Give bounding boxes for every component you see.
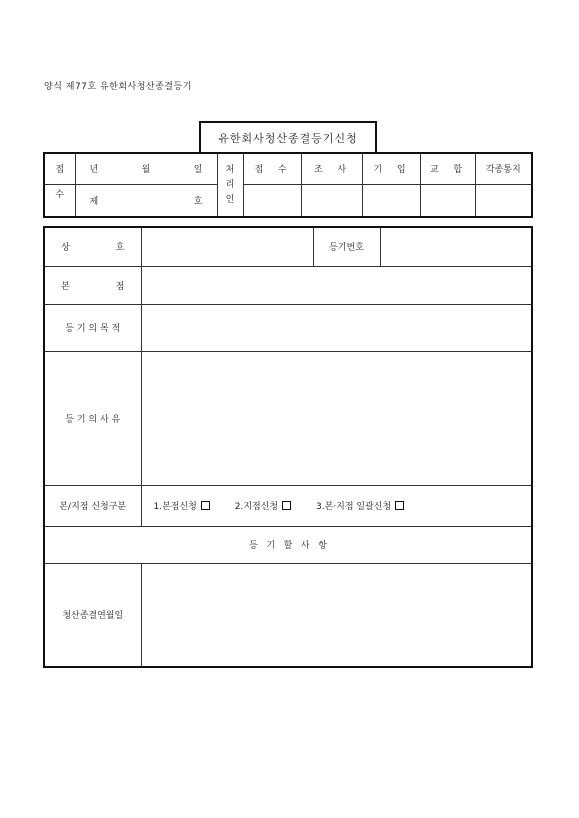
entry-stamp-cell[interactable] [362, 184, 420, 217]
date-year-label: 년 [89, 165, 99, 176]
review-stamp-cell[interactable] [301, 184, 362, 217]
head-office-label: 본 점 [44, 266, 141, 304]
processor-cell [217, 153, 243, 217]
col-notice-header: 각종통지 [475, 153, 532, 184]
receipt-label-bottom: 수 [44, 184, 75, 217]
main-form-table [43, 226, 533, 668]
date-day-label: 일 [193, 165, 203, 176]
apply-type-label: 본/지점 신청구분 [44, 485, 141, 526]
both-checkbox[interactable] [395, 501, 404, 510]
receipt-label-top: 접 [44, 153, 75, 184]
liquidation-date-label: 청산종결연월일 [44, 563, 141, 667]
liquidation-date-field[interactable] [141, 563, 532, 667]
processor-char-3: 인 [225, 194, 235, 205]
option-branch-label: 2.지점신청 [234, 502, 279, 512]
head-office-checkbox[interactable] [201, 501, 210, 510]
col-collate-header: 교 합 [420, 153, 475, 184]
col-review-header: 조 사 [301, 153, 362, 184]
receipt-number-cell [75, 184, 217, 217]
processor-char-1: 처 [225, 164, 235, 175]
number-suffix-label: 호 [193, 196, 203, 207]
option-both-label: 3.본·지점 일괄신청 [316, 502, 392, 512]
receipt-date-cell [75, 153, 217, 184]
processor-char-2: 리 [225, 179, 235, 190]
form-title: 유한회사청산종결등기신청 [199, 121, 377, 152]
section-header: 등 기 할 사 항 [44, 526, 532, 563]
form-number: 양식 제77호 유한회사청산종결등기 [44, 82, 192, 92]
trade-name-label: 상 호 [44, 227, 141, 266]
collate-stamp-cell[interactable] [420, 184, 475, 217]
purpose-label: 등 기 의 목 적 [44, 304, 141, 351]
trade-name-field[interactable] [141, 227, 313, 266]
reason-field[interactable] [141, 351, 532, 485]
registration-number-field[interactable] [380, 227, 532, 266]
option-head-office [154, 502, 210, 512]
option-head-office-label: 1.본점신청 [153, 502, 197, 512]
option-both [316, 502, 404, 512]
apply-type-options [141, 485, 532, 526]
notice-stamp-cell[interactable] [475, 184, 532, 217]
head-office-field[interactable] [141, 266, 532, 304]
reason-label: 등 기 의 사 유 [44, 351, 141, 485]
number-prefix-label: 제 [89, 196, 99, 207]
option-branch [235, 502, 291, 512]
registration-number-label: 등기번호 [313, 227, 380, 266]
receipt-table [43, 152, 533, 218]
purpose-field[interactable] [141, 304, 532, 351]
col-entry-header: 기 입 [362, 153, 420, 184]
col-receipt-header: 접 수 [243, 153, 301, 184]
date-month-label: 월 [141, 165, 151, 176]
branch-checkbox[interactable] [282, 501, 291, 510]
receipt-stamp-cell[interactable] [243, 184, 301, 217]
